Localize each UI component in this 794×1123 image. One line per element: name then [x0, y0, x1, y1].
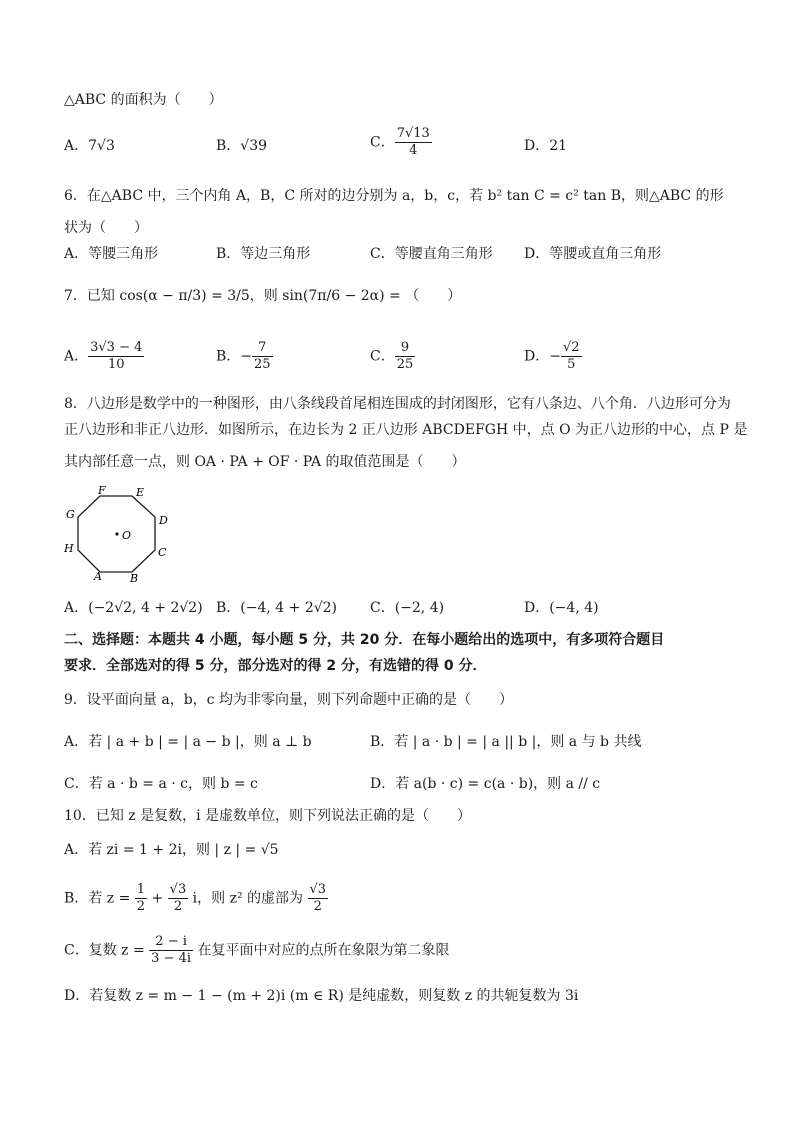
q10-option-c [64, 934, 449, 967]
q7-option-b [216, 340, 273, 373]
q9-option-c: C．若 a · b = a · c，则 b = c [64, 776, 258, 792]
fraction-numerator: 9 [395, 340, 416, 357]
q6-option-d: D．等腰或直角三角形 [524, 246, 662, 262]
q10-stem: 10．已知 z 是复数，i 是虚数单位，则下列说法正确的是（ ） [64, 808, 472, 824]
q9-option-d: D．若 a(b · c) = c(a · b)，则 a // c [370, 776, 601, 792]
label-h: H [64, 542, 74, 555]
q7-option-b-fraction [252, 340, 273, 373]
label-b: B [130, 572, 139, 584]
fraction-denominator: 2 [313, 899, 322, 914]
section2-heading-line2: 要求．全部选对的得 5 分，部分选对的得 2 分，有选错的得 0 分． [64, 658, 487, 674]
q10-option-b-fraction1 [135, 882, 147, 915]
q5-option-b: B．√39 [216, 138, 268, 154]
q8-stem-line1: 8．八边形是数学中的一种图形，由八条线段首尾相连围成的封闭图形，它有八条边、八个角．八边形可分为 [64, 396, 731, 412]
q10-option-b-fraction2 [168, 882, 189, 915]
fraction-numerator: 2 − i [149, 934, 193, 951]
label-g: G [66, 508, 75, 521]
q7-stem: 7．已知 cos(α − π/3) = 3/5，则 sin(7π/6 − 2α) = （ ） [64, 288, 462, 304]
q6-stem-line1: 6．在△ABC 中，三个内角 A，B，C 所对的边分别为 a，b，c，若 b² tan C = c² tan B，则△ABC 的形 [64, 188, 724, 204]
label-o: O [122, 529, 132, 542]
q8-option-d: D．(−4, 4) [524, 600, 599, 616]
q10-option-c-suffix: 在复平面中对应的点所在象限为第二象限 [193, 942, 450, 959]
fraction-denominator: 2 [136, 899, 146, 914]
q6-stem-line2: 状为（ ） [64, 220, 148, 236]
fraction-denominator: 25 [254, 357, 271, 372]
q7-option-a-fraction [88, 340, 144, 373]
fraction-denominator: 2 [173, 899, 183, 914]
q7-option-c-label: C． [370, 348, 395, 365]
fraction-denominator: 5 [567, 357, 576, 372]
q8-option-a: A．(−2√2, 4 + 2√2) [64, 600, 203, 616]
fraction-numerator: 1 [136, 882, 146, 897]
q6-option-b: B．等边三角形 [216, 246, 311, 262]
q7-option-c-fraction [395, 340, 416, 373]
label-d: D [159, 514, 168, 527]
fraction-denominator: 3 − 4i [151, 951, 192, 966]
q9-option-b: B．若 | a · b | = | a || b |，则 a 与 b 共线 [370, 734, 642, 750]
fraction-numerator: 3√3 − 4 [90, 340, 143, 355]
q10-option-c-prefix: C．复数 z = [64, 942, 150, 959]
section2-heading-line1: 二、选择题：本题共 4 小题，每小题 5 分，共 20 分．在每小题给出的选项中，有多项符合题目 [64, 632, 665, 648]
fraction-numerator: √3 [309, 882, 327, 897]
q7-option-d-fraction [561, 340, 582, 373]
q10-option-d: D．若复数 z = m − 1 − (m + 2)i (m ∈ R) 是纯虚数，则复数 z 的共轭复数为 3i [64, 988, 579, 1004]
q6-option-c: C．等腰直角三角形 [370, 246, 493, 262]
q8-option-c: C．(−2, 4) [370, 600, 445, 616]
center-point-o [115, 532, 118, 535]
q10-option-b-middle: i，则 z² 的虚部为 [188, 890, 308, 907]
q9-stem: 9．设平面向量 a，b，c 均为非零向量，则下列命题中正确的是（ ） [64, 692, 513, 708]
fraction-numerator: √3 [169, 882, 187, 897]
fraction-numerator: √2 [562, 340, 580, 355]
q8-stem-line3: 其内部任意一点，则 OA · PA + OF · PA 的取值范围是（ ） [64, 454, 466, 470]
fraction-denominator: 10 [107, 357, 125, 372]
q10-option-b-prefix: B．若 z = [64, 890, 135, 907]
label-c: C [158, 546, 167, 559]
q10-option-b [64, 882, 328, 915]
label-e: E [136, 486, 145, 499]
q7-option-a [64, 340, 144, 373]
q7-option-c [370, 340, 415, 373]
q10-option-c-fraction [149, 934, 193, 967]
q5-option-c [370, 126, 432, 159]
label-f: F [98, 484, 106, 497]
q7-option-d-label: D．− [524, 348, 561, 365]
q8-stem-line2: 正八边形和非正八边形．如图所示，在边长为 2 正八边形 ABCDEFGH 中，点 O 为正八边形的中心，点 P 是 [64, 422, 748, 438]
fraction-denominator: 4 [409, 143, 418, 158]
q10-option-a: A．若 zi = 1 + 2i，则 | z | = √5 [64, 842, 279, 858]
q5-option-a: A．7√3 [64, 138, 115, 154]
q7-option-d [524, 340, 582, 373]
q5-option-c-label: C． [370, 134, 395, 151]
q5-option-d: D．21 [524, 138, 568, 154]
q9-option-a: A．若 | a + b | = | a − b |，则 a ⊥ b [64, 734, 312, 750]
q7-option-a-label: A． [64, 348, 89, 365]
octagon-figure [62, 484, 172, 584]
fraction-numerator: 7 [252, 340, 273, 357]
q8-option-b: B．(−4, 4 + 2√2) [216, 600, 338, 616]
fraction-denominator: 25 [396, 357, 414, 372]
label-a: A [94, 570, 102, 583]
q7-option-b-label: B．− [216, 348, 253, 365]
q5-option-c-fraction [395, 126, 432, 159]
q6-option-a: A．等腰三角形 [64, 246, 159, 262]
q5-stem-tail: △ABC 的面积为（ ） [64, 92, 223, 108]
fraction-numerator: 7√13 [396, 126, 430, 141]
q10-option-b-plus: + [147, 890, 168, 907]
q10-option-b-fraction3 [308, 882, 329, 915]
